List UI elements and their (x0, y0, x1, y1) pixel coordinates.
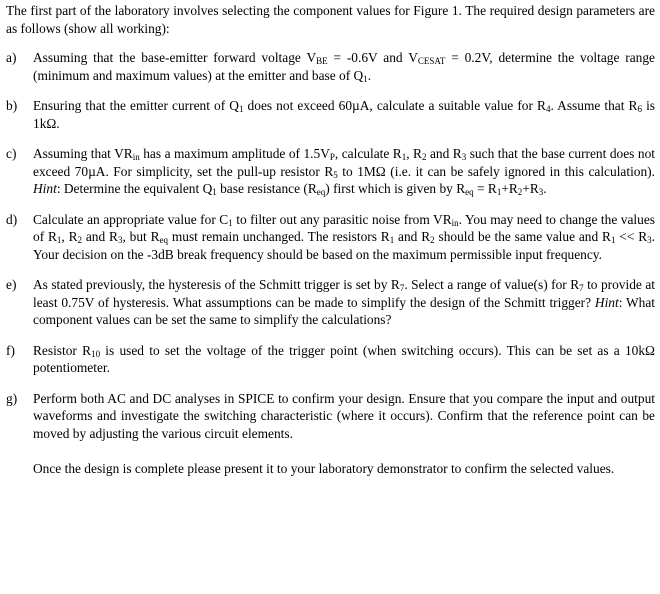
list-item (6, 145, 655, 198)
list-item-text (33, 211, 655, 264)
text-run: and R (426, 146, 462, 161)
text-run: must remain unchanged. The resistors R (168, 229, 390, 244)
text-run: = -0.6V and V (327, 50, 418, 65)
text-run: Resistor R (33, 342, 92, 358)
text-run: +R (501, 181, 518, 196)
text-run: , but R (122, 229, 160, 244)
subscript: P (329, 152, 335, 162)
subscript: 10 (91, 348, 101, 359)
text-run: = 0.2V, determine the voltage range (minimum and maximum values) at the emitter and base of Q (33, 50, 655, 83)
subscript: 1 (238, 104, 244, 114)
intro-paragraph: The first part of the laboratory involves selecting the component values for Figure 1. The required design parameters are as follows (show all working): (6, 3, 655, 36)
text-run: is used to set the voltage of the trigger point (when switching occurs). This can be set as a 10kΩ potentiometer. (33, 342, 656, 375)
text-run: ) first which is given by R (325, 181, 466, 196)
subscript: eq (316, 187, 326, 197)
list-item-text (33, 390, 655, 443)
list-item-text (33, 276, 655, 329)
text-run: Perform both AC and DC analyses in SPICE to confirm your design. Ensure that you compare the input and output waveforms and investigate the switching characteristic (where it occurs). Confirm that the reference point can be moved by adjusting the various circuit elements. (33, 390, 655, 441)
text-run: . Your decision on the -3dB break frequency should be based on the maximum permissible input frequency. (33, 229, 656, 262)
text-run: . (367, 67, 372, 83)
subscript: CESAT (417, 56, 446, 66)
text-run: Calculate an appropriate value for C (33, 211, 229, 227)
subscript: 1 (610, 235, 616, 245)
text-run: = R (473, 181, 497, 196)
text-run: Assuming that the base-emitter forward voltage V (33, 50, 317, 65)
text-run: Assuming that VR (33, 146, 133, 161)
text-run: and R (394, 229, 431, 244)
subscript: 3 (461, 152, 467, 162)
text-run: to provide at least 0.75V of hysteresis. What assumptions can be made to simplify the design of the Schmitt trigger? (33, 277, 655, 310)
list-item-marker: e) (6, 277, 17, 292)
subscript: 6 (637, 104, 642, 114)
text-run: and R (82, 229, 118, 244)
subscript: 1 (401, 152, 407, 162)
list-item (6, 49, 655, 84)
text-run: should be the same value and R (434, 229, 611, 244)
list-item-marker: a) (6, 50, 17, 65)
list-item (6, 390, 655, 443)
list-item-text (33, 97, 655, 132)
subscript: 1 (56, 235, 62, 245)
subscript: 1 (212, 187, 217, 197)
hint-label: Hint (594, 294, 619, 310)
list-item-text (33, 145, 655, 198)
subscript: 3 (647, 235, 652, 245)
subscript: 2 (77, 235, 83, 245)
subscript: 2 (517, 187, 523, 197)
text-run: , R (406, 146, 422, 161)
requirements-list (6, 49, 655, 442)
list-item (6, 211, 655, 264)
list-item-marker: d) (6, 211, 18, 227)
subscript: 3 (538, 187, 544, 197)
text-run: << R (615, 229, 648, 244)
list-item (6, 276, 655, 329)
text-run: . (543, 181, 547, 196)
list-item-marker: g) (6, 390, 18, 406)
subscript: in (132, 152, 140, 162)
subscript: 1 (363, 73, 368, 84)
text-run: Ensuring that the emitter current of Q (33, 98, 239, 113)
text-run: , R (61, 229, 78, 244)
list-item-text (33, 49, 655, 84)
text-run: : What component values can be set the same to simplify the calculations? (33, 294, 656, 327)
subscript: 7 (579, 283, 584, 293)
subscript: BE (316, 56, 328, 66)
text-run: base resistance (R (216, 181, 317, 196)
text-run: . Assume that R (550, 98, 638, 113)
text-run: has a maximum amplitude of 1.5V (139, 146, 330, 161)
subscript: 2 (421, 152, 427, 162)
subscript: 5 (333, 169, 338, 180)
subscript: 1 (389, 235, 395, 245)
text-run: does not exceed 60µA, calculate a suitable value for R (243, 98, 546, 113)
text-run: . Select a range of value(s) for R (404, 277, 580, 292)
subscript: 1 (496, 187, 502, 197)
text-run: +R (522, 181, 539, 196)
text-run: to 1MΩ (i.e. it can be safely ignored in this calculation). (337, 163, 655, 179)
text-run: , calculate R (334, 146, 402, 161)
hint-label: Hint (33, 181, 57, 196)
text-run: : Determine the equivalent Q (56, 181, 213, 196)
subscript: 4 (545, 104, 551, 114)
subscript: 7 (399, 283, 405, 293)
list-item (6, 97, 655, 132)
text-run: . You may need to change the values of R (33, 211, 655, 244)
text-run: As stated previously, the hysteresis of the Schmitt trigger is set by R (33, 277, 400, 292)
subscript: 3 (117, 235, 123, 245)
text-run: is 1kΩ. (33, 98, 656, 131)
subscript: in (451, 217, 459, 228)
subscript: eq (465, 187, 474, 197)
text-run: such that the base current does not exceed 70µA. For simplicity, set the pull-up resistor R (33, 146, 655, 179)
subscript: 1 (228, 217, 233, 228)
subscript: eq (159, 235, 169, 245)
list-item (6, 342, 655, 377)
subscript: 2 (430, 235, 435, 245)
list-item-marker: f) (6, 342, 15, 358)
list-item-marker: b) (6, 98, 18, 113)
text-run: to filter out any parasitic noise from VR (232, 211, 452, 227)
list-item-marker: c) (6, 146, 17, 161)
closing-paragraph: Once the design is complete please present it to your laboratory demonstrator to confirm the selected values. (33, 461, 615, 476)
list-item-text (33, 342, 655, 377)
